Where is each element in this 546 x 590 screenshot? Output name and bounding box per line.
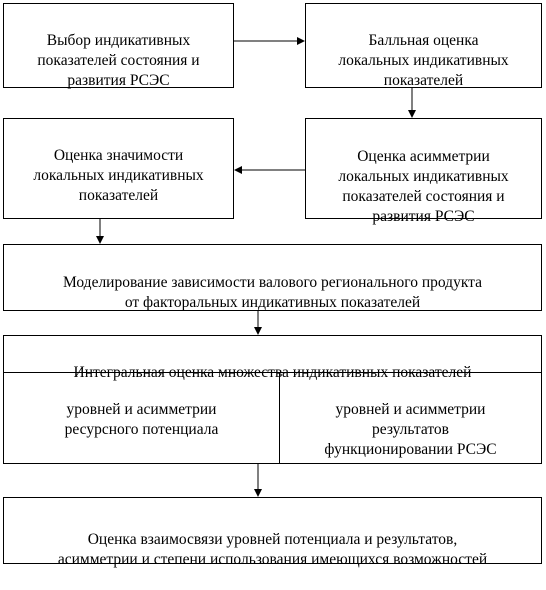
integral-right-text: уровней и асимметрии результатов функционировании РСЭС	[324, 401, 497, 458]
asymmetry-assessment-text: Оценка асимметрии локальных индикативных показателей состояния и развития РСЭС	[338, 148, 509, 225]
score-assessment-text: Балльная оценка локальных индикативных показателей	[338, 32, 509, 89]
integral-header-text: Интегральная оценка множества индикативных показателей	[73, 364, 472, 381]
select-indicators-text: Выбор индикативных показателей состояния и развития РСЭС	[37, 32, 200, 89]
modeling-text: Моделирование зависимости валового регионального продукта от факторальных индикативных показателей	[62, 274, 482, 311]
integral-left-text: уровней и асимметрии ресурсного потенциала	[64, 401, 219, 438]
relationship-text: Оценка взаимосвязи уровней потенциала и результатов, асимметрии и степени использования имеющихся возможностей	[57, 531, 488, 568]
significance-assessment-text: Оценка значимости локальных индикативных показателей	[33, 147, 204, 204]
